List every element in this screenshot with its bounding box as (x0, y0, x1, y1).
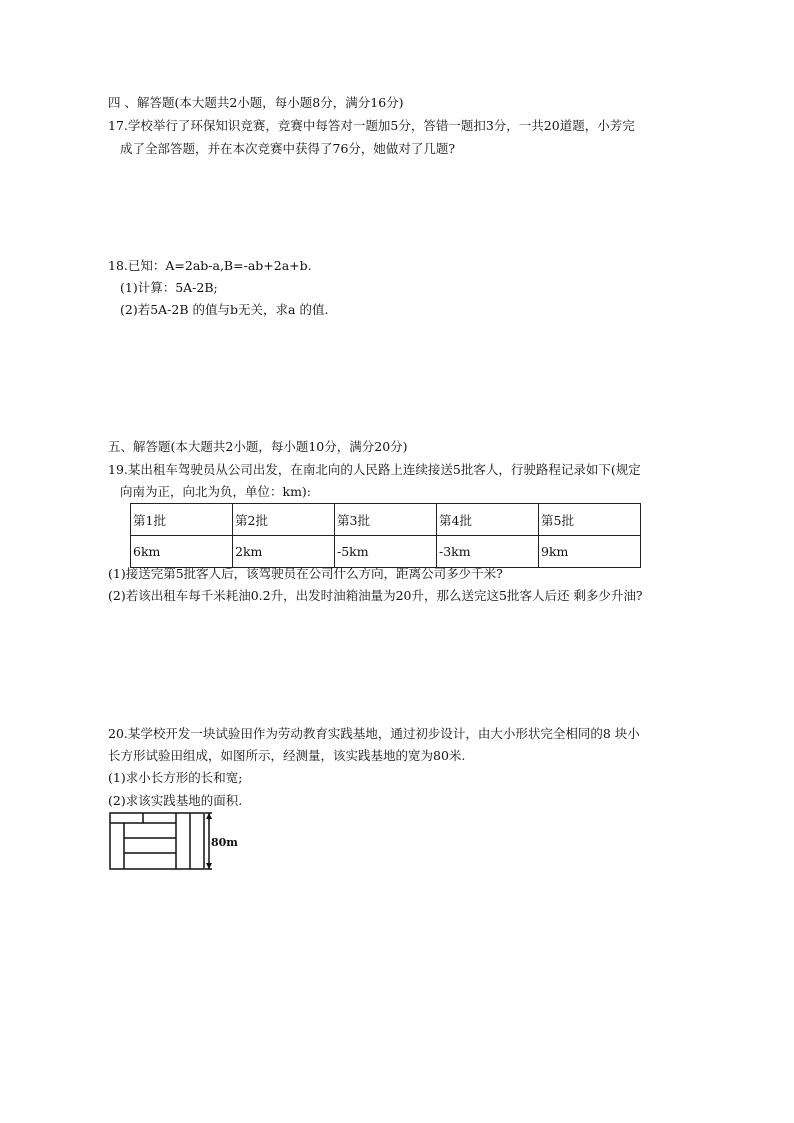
q20-part-1: (1)求小长方形的长和宽; (108, 770, 243, 785)
table-row (131, 536, 641, 568)
field-diagram (104, 810, 238, 872)
table-header-cell: 第5批 (539, 504, 641, 536)
section-4-heading: 四 、解答题(本大题共2小题，每小题8分，满分16分) (108, 95, 404, 110)
trip-distance-table (130, 503, 641, 568)
table-header-row (131, 504, 641, 536)
q17-line-2: 成了全部答题，并在本次竞赛中获得了76分，她做对了几题? (120, 141, 456, 156)
table-cell: 2km (233, 536, 335, 568)
table-cell: 9km (539, 536, 641, 568)
table-header-cell: 第1批 (131, 504, 233, 536)
q19-part-2: (2)若该出租车每千米耗油0.2升，出发时油箱油量为20升，那么送完这5批客人后还 剩多少升油? (108, 588, 643, 603)
field-layout-figure (104, 810, 238, 876)
table-header-cell: 第3批 (335, 504, 437, 536)
q20-line-1: 20.某学校开发一块试验田作为劳动教育实践基地，通过初步设计，由大小形状完全相同的8 块小 (108, 726, 640, 741)
table-cell: -5km (335, 536, 437, 568)
q17-line-1: 17.学校举行了环保知识竞赛，竞赛中每答对一题加5分，答错一题扣3分，一共20道题，小芳完 (108, 118, 635, 133)
dimension-arrow-down-icon (206, 863, 212, 869)
dimension-arrow-up-icon (206, 813, 212, 819)
q20-line-2: 长方形试验田组成，如图所示，经测量，该实践基地的宽为80米. (108, 748, 466, 763)
q18-stem: 18.已知：A=2ab-a,B=-ab+2a+b. (108, 258, 312, 273)
q19-part-1: (1)接送完第5批客人后，该驾驶员在公司什么方向，距离公司多少千米? (108, 566, 503, 581)
q18-part-2: (2)若5A-2B 的值与b无关，求a 的值. (120, 302, 329, 317)
table-cell: 6km (131, 536, 233, 568)
q19-line-2: 向南为正，向北为负，单位：km): (120, 484, 312, 499)
table-header-cell: 第2批 (233, 504, 335, 536)
q19-line-1: 19.某出租车驾驶员从公司出发，在南北向的人民路上连续接送5批客人，行驶路程记录如下(规定 (108, 462, 641, 477)
q20-part-2: (2)求该实践基地的面积. (108, 793, 243, 808)
figure-width-label: 80m (211, 836, 238, 849)
q18-part-1: (1)计算：5A-2B; (120, 280, 218, 295)
table-header-cell: 第4批 (437, 504, 539, 536)
section-5-heading: 五、解答题(本大题共2小题，每小题10分，满分20分) (108, 439, 408, 454)
table-cell: -3km (437, 536, 539, 568)
